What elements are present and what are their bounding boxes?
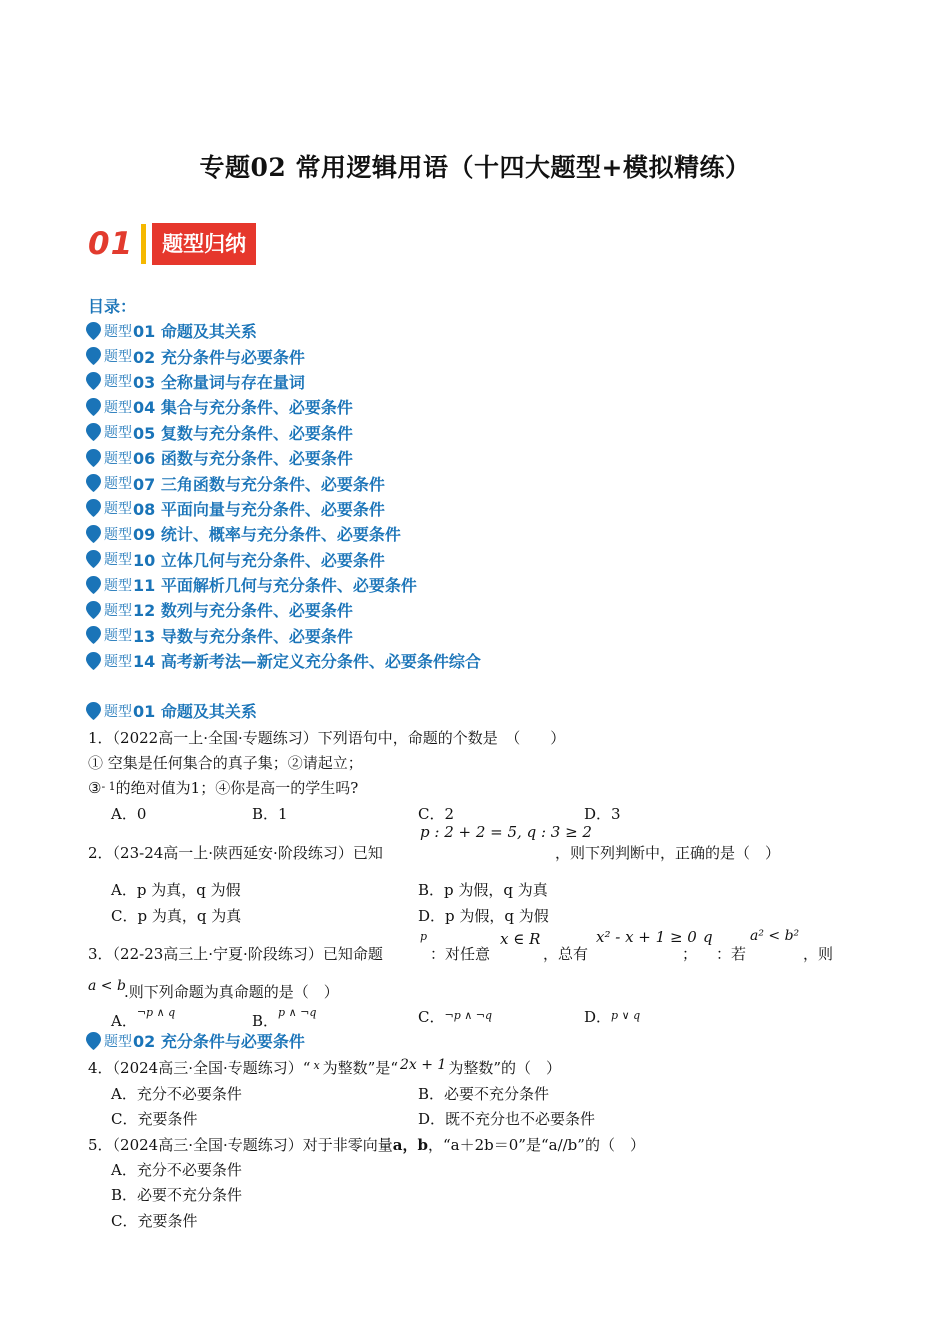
question-5-stem xyxy=(88,1134,645,1155)
section-badge xyxy=(88,222,256,266)
toc-item-label: 02 充分条件与必要条件 xyxy=(133,347,305,367)
location-pin-icon xyxy=(86,525,101,543)
q4-part3: 为整数”的（ ） xyxy=(448,1059,562,1077)
toc-item-label: 11 平面解析几何与充分条件、必要条件 xyxy=(133,576,417,596)
location-pin-icon xyxy=(86,398,101,416)
location-pin-icon xyxy=(86,322,101,340)
toc-item-label: 04 集合与充分条件、必要条件 xyxy=(133,398,353,418)
toc-item[interactable] xyxy=(86,623,481,648)
q2-option-a: A．p 为真，q 为假 xyxy=(111,881,241,899)
section-number: 01 xyxy=(88,226,134,262)
q5-vectors: a，b xyxy=(392,1136,428,1154)
q3-ineq: x² - x + 1 ≥ 0 xyxy=(596,928,697,946)
q3-b-label: B． xyxy=(252,1012,279,1030)
q3-option-d xyxy=(584,1006,640,1027)
location-pin-icon xyxy=(86,423,101,441)
q3-d-math: p ∨ q xyxy=(611,1009,641,1022)
type-heading-text: 01 命题及其关系 xyxy=(133,702,257,722)
q1-line3-math: - 1 xyxy=(101,780,116,793)
type-prefix: 题型 xyxy=(104,1033,132,1050)
q4-x: x xyxy=(313,1059,320,1072)
q1-option-c: C．2 xyxy=(418,805,455,823)
q4-part1: 4．（2024高三·全国·专题练习）“ xyxy=(88,1059,311,1077)
location-pin-icon xyxy=(86,347,101,365)
q3-t1: ：对任意 xyxy=(430,945,491,963)
q4-option-a: A．充分不必要条件 xyxy=(111,1085,242,1103)
q3-d-label: D． xyxy=(584,1008,612,1026)
toc-item[interactable] xyxy=(86,597,481,622)
type-heading-01 xyxy=(86,698,257,723)
toc-item-label: 06 函数与充分条件、必要条件 xyxy=(133,449,353,469)
toc-item-prefix: 题型 xyxy=(104,450,132,467)
toc-item-prefix: 题型 xyxy=(104,399,132,416)
toc-item-prefix: 题型 xyxy=(104,526,132,543)
q2-option-d: D．p 为假，q 为假 xyxy=(418,907,549,925)
question-1-line3 xyxy=(88,777,358,798)
q1-option-d: D．3 xyxy=(584,805,621,823)
toc-item[interactable] xyxy=(86,343,481,368)
location-pin-icon xyxy=(86,474,101,492)
toc-item-prefix: 题型 xyxy=(104,602,132,619)
question-4-stem xyxy=(88,1057,561,1078)
toc-item-prefix: 题型 xyxy=(104,374,132,391)
q5-part1: 5．（2024高三·全国·专题练习）对于非零向量 xyxy=(88,1136,393,1154)
toc-item-label: 10 立体几何与充分条件、必要条件 xyxy=(133,550,385,570)
question-2-stem: 2．（23-24高一上·陕西延安·阶段练习）已知 xyxy=(88,844,383,862)
toc-item[interactable] xyxy=(86,521,481,546)
location-pin-icon xyxy=(86,372,101,390)
toc-item[interactable] xyxy=(86,572,481,597)
toc-item-prefix: 题型 xyxy=(104,653,132,670)
q3-ab2: a² < b² xyxy=(750,928,800,944)
toc-title: 目录： xyxy=(88,297,137,316)
location-pin-icon xyxy=(86,1032,101,1050)
toc-item-prefix: 题型 xyxy=(104,476,132,493)
toc-item-label: 13 导数与充分条件、必要条件 xyxy=(133,626,353,646)
question-3-stem: 3．（22-23高三上·宁夏·阶段练习）已知命题 xyxy=(88,945,383,963)
q3-q: q xyxy=(703,928,713,946)
toc-item-label: 12 数列与充分条件、必要条件 xyxy=(133,601,353,621)
location-pin-icon xyxy=(86,576,101,594)
q2-option-b: B．p 为假，q 为真 xyxy=(418,881,548,899)
q4-expr: 2x + 1 xyxy=(400,1057,447,1073)
question-1-stem: 1．（2022高一上·全国·专题练习）下列语句中，命题的个数是 （ ） xyxy=(88,729,566,747)
toc-item-prefix: 题型 xyxy=(104,349,132,366)
location-pin-icon xyxy=(86,449,101,467)
q3-c-math: ¬p ∧ ¬q xyxy=(444,1009,493,1022)
toc-item-label: 03 全称量词与存在量词 xyxy=(133,372,305,392)
toc-item[interactable] xyxy=(86,470,481,495)
q3-b-math: p ∧ ¬q xyxy=(278,1006,317,1019)
toc-item-label: 14 高考新考法—新定义充分条件、必要条件综合 xyxy=(133,652,481,672)
section-label: 题型归纳 xyxy=(152,223,256,265)
q3-p: p xyxy=(420,930,428,943)
type-prefix: 题型 xyxy=(104,703,132,720)
q3-t4: ：若 xyxy=(716,945,747,963)
toc-item[interactable] xyxy=(86,369,481,394)
q4-option-b: B．必要不充分条件 xyxy=(418,1085,550,1103)
q3-t5: ，则 xyxy=(803,945,834,963)
q3-line2-text: .则下列命题为真命题的是（ ） xyxy=(124,983,339,1001)
page-title: 专题02 常用逻辑用语（十四大题型+模拟精练） xyxy=(199,153,751,182)
q2-tail: ，则下列判断中，正确的是（ ） xyxy=(555,844,781,862)
type-heading-02 xyxy=(86,1028,305,1053)
location-pin-icon xyxy=(86,626,101,644)
toc-item[interactable] xyxy=(86,445,481,470)
q2-option-c: C．p 为真，q 为真 xyxy=(111,907,242,925)
q4-option-d: D．既不充分也不必要条件 xyxy=(418,1110,596,1128)
q3-option-c xyxy=(418,1006,492,1027)
location-pin-icon xyxy=(86,499,101,517)
toc-item[interactable] xyxy=(86,318,481,343)
location-pin-icon xyxy=(86,702,101,720)
table-of-contents xyxy=(86,318,481,673)
type-heading-text: 02 充分条件与必要条件 xyxy=(133,1032,305,1052)
toc-item-prefix: 题型 xyxy=(104,552,132,569)
q3-a-math: ¬p ∧ q xyxy=(136,1006,176,1019)
toc-item-prefix: 题型 xyxy=(104,628,132,645)
toc-item-prefix: 题型 xyxy=(104,323,132,340)
q5-option-c: C．充要条件 xyxy=(111,1212,198,1230)
toc-item-label: 09 统计、概率与充分条件、必要条件 xyxy=(133,525,401,545)
q3-t2: ，总有 xyxy=(543,945,589,963)
q5-part2: ，“a＋2b＝0”是“a//b”的（ ） xyxy=(427,1136,645,1154)
question-1-line2: ① 空集是任何集合的真子集；②请起立； xyxy=(88,754,363,772)
q1-line3-text: 的绝对值为1；④你是高一的学生吗? xyxy=(115,779,359,797)
toc-item-prefix: 题型 xyxy=(104,577,132,594)
toc-item-label: 07 三角函数与充分条件、必要条件 xyxy=(133,474,385,494)
toc-item-label: 08 平面向量与充分条件、必要条件 xyxy=(133,499,385,519)
q1-option-b: B．1 xyxy=(252,805,288,823)
toc-item[interactable] xyxy=(86,394,481,419)
q4-option-c: C．充要条件 xyxy=(111,1110,198,1128)
q3-c-label: C． xyxy=(418,1008,445,1026)
q5-option-b: B．必要不充分条件 xyxy=(111,1186,243,1204)
location-pin-icon xyxy=(86,550,101,568)
toc-item[interactable] xyxy=(86,496,481,521)
q3-a-label: A． xyxy=(111,1012,137,1030)
q2-formula: p : 2 + 2 = 5, q : 3 ≥ 2 xyxy=(420,823,592,841)
q3-line2-math: a < b xyxy=(88,978,126,994)
toc-item[interactable] xyxy=(86,420,481,445)
q4-part2: 为整数”是“ xyxy=(322,1059,398,1077)
toc-item[interactable] xyxy=(86,648,481,673)
section-divider xyxy=(141,224,146,264)
q1-line3-marker: ③ xyxy=(88,779,102,797)
toc-item[interactable] xyxy=(86,547,481,572)
toc-item-label: 01 命题及其关系 xyxy=(133,322,257,342)
q3-xr: x ∈ R xyxy=(500,930,541,948)
toc-item-label: 05 复数与充分条件、必要条件 xyxy=(133,423,353,443)
toc-item-prefix: 题型 xyxy=(104,501,132,518)
toc-item-prefix: 题型 xyxy=(104,425,132,442)
q5-option-a: A．充分不必要条件 xyxy=(111,1161,242,1179)
q3-t3: ； xyxy=(682,945,698,963)
q1-option-a: A．0 xyxy=(111,805,147,823)
location-pin-icon xyxy=(86,652,101,670)
location-pin-icon xyxy=(86,601,101,619)
